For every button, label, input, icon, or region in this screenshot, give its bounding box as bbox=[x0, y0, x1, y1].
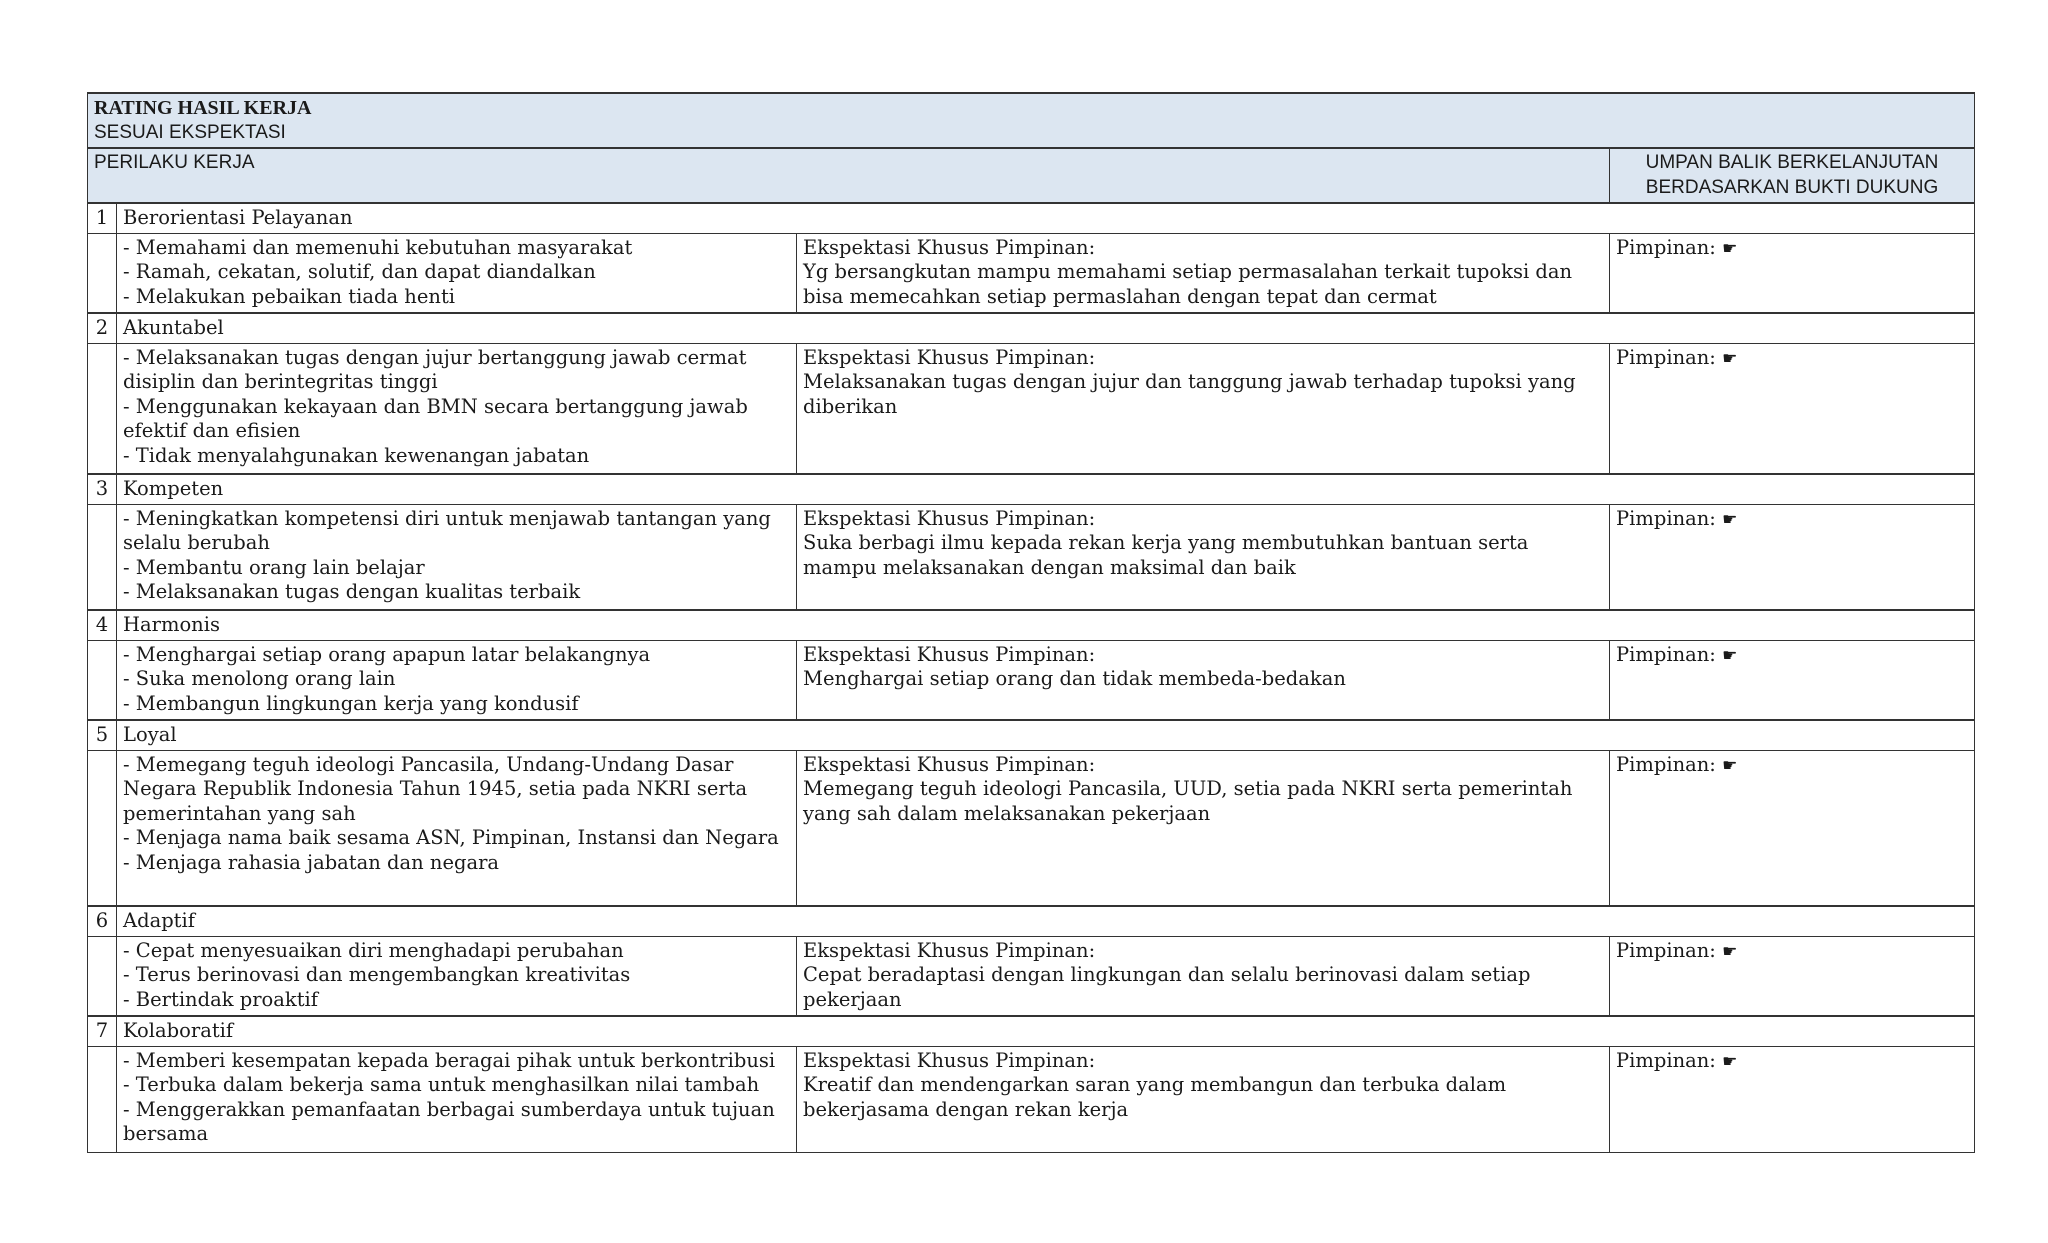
expectation-cell bbox=[797, 936, 1610, 1016]
behavior-detail-row bbox=[88, 750, 1975, 906]
feedback-cell bbox=[1610, 936, 1975, 1016]
behavior-title-cell bbox=[117, 203, 1975, 233]
behavior-number-spacer bbox=[88, 640, 117, 720]
feedback-label: Pimpinan: bbox=[1616, 938, 1716, 962]
feedback-cell bbox=[1610, 750, 1975, 906]
behavior-number-text: 7 bbox=[95, 1019, 109, 1042]
behavior-list-item: - Ramah, cekatan, solutif, dan dapat diandalkan bbox=[123, 260, 596, 283]
pointing-hand-icon: ☛ bbox=[1722, 238, 1738, 259]
expectation-text: Cepat beradaptasi dengan lingkungan dan selalu berinovasi dalam setiap pekerjaan bbox=[803, 963, 1531, 1011]
behavior-number-spacer bbox=[88, 343, 117, 474]
column-header-row bbox=[88, 148, 1975, 203]
feedback-cell bbox=[1610, 343, 1975, 474]
behavior-title-row bbox=[88, 203, 1975, 233]
behavior-list-item: - Tidak menyalahgunakan kewenangan jabatan bbox=[123, 443, 590, 467]
behavior-title-row bbox=[88, 906, 1975, 936]
behavior-list-item: - Membantu orang lain belajar bbox=[123, 555, 425, 579]
behavior-list-item: - Cepat menyesuaikan diri menghadapi perubahan bbox=[123, 938, 624, 962]
feedback-cell bbox=[1610, 640, 1975, 720]
performance-rating-table bbox=[87, 92, 1975, 1153]
behavior-list-item: - Membangun lingkungan kerja yang kondusif bbox=[123, 691, 579, 715]
expectation-text: Yg bersangkutan mampu memahami setiap permasalahan terkait tupoksi dan bisa memecahkan setiap permaslahan dengan tepat dan cermat bbox=[803, 260, 1573, 308]
feedback-cell bbox=[1610, 233, 1975, 313]
behavior-title-row bbox=[88, 313, 1975, 343]
behavior-number-spacer bbox=[88, 233, 117, 313]
expectation-cell bbox=[797, 640, 1610, 720]
behavior-number-text: 3 bbox=[95, 477, 109, 500]
expectation-label: Ekspektasi Khusus Pimpinan: bbox=[803, 752, 1096, 776]
behavior-list-item: - Melaksanakan tugas dengan jujur bertanggung jawab cermat disiplin dan berintegritas tinggi bbox=[123, 345, 747, 393]
behavior-list-item: - Memegang teguh ideologi Pancasila, Undang-Undang Dasar Negara Republik Indonesia Tahun 1945, setia pada NKRI serta pemerintahan yang sah bbox=[123, 752, 748, 825]
behavior-number-spacer bbox=[88, 750, 117, 906]
behavior-title-row bbox=[88, 1016, 1975, 1046]
expectation-label: Ekspektasi Khusus Pimpinan: bbox=[803, 506, 1096, 530]
umpan-balik-label-line2: BERDASARKAN BUKTI DUKUNG bbox=[1645, 176, 1939, 198]
behavior-title-cell bbox=[117, 610, 1975, 640]
behavior-title-row bbox=[88, 720, 1975, 750]
behavior-title: Kompeten bbox=[123, 477, 224, 500]
behavior-number-spacer bbox=[88, 1046, 117, 1152]
rating-title: RATING HASIL KERJA bbox=[94, 97, 312, 119]
expectation-label: Ekspektasi Khusus Pimpinan: bbox=[803, 235, 1096, 259]
behavior-title: Adaptif bbox=[123, 909, 195, 932]
rating-header-cell bbox=[88, 93, 1975, 148]
perilaku-kerja-header bbox=[88, 148, 1610, 203]
behavior-number bbox=[88, 474, 117, 504]
feedback-label: Pimpinan: bbox=[1616, 506, 1716, 530]
behavior-title: Akuntabel bbox=[123, 316, 224, 339]
behavior-list-item: - Menjaga nama baik sesama ASN, Pimpinan, Instansi dan Negara bbox=[123, 826, 779, 849]
pointing-hand-icon: ☛ bbox=[1722, 348, 1738, 369]
behavior-list-item: - Melakukan pebaikan tiada henti bbox=[123, 284, 456, 308]
behavior-list bbox=[117, 750, 797, 906]
behavior-number-text: 5 bbox=[95, 723, 109, 746]
behavior-list bbox=[117, 1046, 797, 1152]
behavior-detail-row bbox=[88, 343, 1975, 474]
behavior-list-item: - Menghargai setiap orang apapun latar belakangnya bbox=[123, 642, 651, 666]
feedback-label: Pimpinan: bbox=[1616, 345, 1716, 369]
pointing-hand-icon: ☛ bbox=[1722, 941, 1738, 962]
behavior-title-row bbox=[88, 610, 1975, 640]
behavior-list bbox=[117, 343, 797, 474]
behavior-title: Harmonis bbox=[123, 613, 220, 636]
behavior-list bbox=[117, 504, 797, 610]
behavior-list bbox=[117, 640, 797, 720]
behavior-number-spacer bbox=[88, 504, 117, 610]
behavior-list-item: - Suka menolong orang lain bbox=[123, 667, 396, 690]
behavior-title: Loyal bbox=[123, 723, 177, 746]
behavior-list-item: - Menjaga rahasia jabatan dan negara bbox=[123, 850, 500, 874]
behavior-number bbox=[88, 720, 117, 750]
behavior-list-item: - Memberi kesempatan kepada beragai pihak untuk berkontribusi bbox=[123, 1048, 776, 1072]
behavior-list-item: - Menggerakkan pemanfaatan berbagai sumberdaya untuk tujuan bersama bbox=[123, 1097, 775, 1145]
expectation-text: Menghargai setiap orang dan tidak membeda-bedakan bbox=[803, 667, 1346, 690]
expectation-cell bbox=[797, 343, 1610, 474]
behavior-list-item: - Terus berinovasi dan mengembangkan kreativitas bbox=[123, 963, 631, 986]
behavior-number bbox=[88, 313, 117, 343]
umpan-balik-header bbox=[1610, 148, 1975, 203]
behavior-number bbox=[88, 906, 117, 936]
behavior-title-row bbox=[88, 474, 1975, 504]
expectation-text: Suka berbagi ilmu kepada rekan kerja yang membutuhkan bantuan serta mampu melaksanakan dengan maksimal dan baik bbox=[803, 531, 1529, 579]
behavior-detail-row bbox=[88, 936, 1975, 1016]
expectation-label: Ekspektasi Khusus Pimpinan: bbox=[803, 938, 1096, 962]
behavior-list-item: - Meningkatkan kompetensi diri untuk menjawab tantangan yang selalu berubah bbox=[123, 506, 771, 554]
feedback-label: Pimpinan: bbox=[1616, 642, 1716, 666]
expectation-cell bbox=[797, 1046, 1610, 1152]
behavior-title-cell bbox=[117, 474, 1975, 504]
behavior-detail-row bbox=[88, 640, 1975, 720]
feedback-cell bbox=[1610, 1046, 1975, 1152]
behavior-list-item: - Melaksanakan tugas dengan kualitas terbaik bbox=[123, 580, 581, 603]
feedback-label: Pimpinan: bbox=[1616, 752, 1716, 776]
behavior-title: Berorientasi Pelayanan bbox=[123, 206, 353, 229]
expectation-cell bbox=[797, 504, 1610, 610]
pointing-hand-icon: ☛ bbox=[1722, 755, 1738, 776]
behavior-list-item: - Terbuka dalam bekerja sama untuk menghasilkan nilai tambah bbox=[123, 1073, 760, 1096]
behavior-list-item: - Menggunakan kekayaan dan BMN secara bertanggung jawab efektif dan efisien bbox=[123, 394, 748, 442]
behavior-list bbox=[117, 233, 797, 313]
behavior-number-text: 6 bbox=[95, 909, 109, 932]
behavior-number bbox=[88, 610, 117, 640]
expectation-label: Ekspektasi Khusus Pimpinan: bbox=[803, 345, 1096, 369]
expectation-text: Melaksanakan tugas dengan jujur dan tanggung jawab terhadap tupoksi yang diberikan bbox=[803, 370, 1576, 418]
behavior-number-text: 4 bbox=[95, 613, 109, 636]
behavior-number-text: 2 bbox=[95, 316, 109, 339]
behavior-title-cell bbox=[117, 313, 1975, 343]
umpan-balik-label-line1: UMPAN BALIK BERKELANJUTAN bbox=[1645, 152, 1939, 173]
behavior-number bbox=[88, 203, 117, 233]
feedback-label: Pimpinan: bbox=[1616, 1048, 1716, 1072]
behavior-title-cell bbox=[117, 1016, 1975, 1046]
pointing-hand-icon: ☛ bbox=[1722, 645, 1738, 666]
pointing-hand-icon: ☛ bbox=[1722, 1051, 1738, 1072]
behavior-list bbox=[117, 936, 797, 1016]
behavior-detail-row bbox=[88, 233, 1975, 313]
rating-header-row bbox=[88, 93, 1975, 148]
expectation-label: Ekspektasi Khusus Pimpinan: bbox=[803, 1048, 1096, 1072]
behavior-detail-row bbox=[88, 504, 1975, 610]
behavior-number-text: 1 bbox=[95, 206, 109, 229]
expectation-text: Memegang teguh ideologi Pancasila, UUD, setia pada NKRI serta pemerintah yang sah dalam melaksanakan pekerjaan bbox=[803, 777, 1573, 825]
rating-value: SESUAI EKSPEKTASI bbox=[94, 121, 286, 143]
behavior-title-cell bbox=[117, 720, 1975, 750]
behavior-list-item: - Bertindak proaktif bbox=[123, 987, 319, 1011]
feedback-cell bbox=[1610, 504, 1975, 610]
feedback-label: Pimpinan: bbox=[1616, 235, 1716, 259]
behavior-number bbox=[88, 1016, 117, 1046]
behavior-number-spacer bbox=[88, 936, 117, 1016]
expectation-label: Ekspektasi Khusus Pimpinan: bbox=[803, 642, 1096, 666]
expectation-text: Kreatif dan mendengarkan saran yang membangun dan terbuka dalam bekerjasama dengan rekan kerja bbox=[803, 1073, 1507, 1121]
behavior-title-cell bbox=[117, 906, 1975, 936]
pointing-hand-icon: ☛ bbox=[1722, 509, 1738, 530]
perilaku-kerja-label: PERILAKU KERJA bbox=[94, 152, 255, 173]
expectation-cell bbox=[797, 750, 1610, 906]
behavior-list-item: - Memahami dan memenuhi kebutuhan masyarakat bbox=[123, 235, 633, 259]
behavior-detail-row bbox=[88, 1046, 1975, 1152]
behavior-title: Kolaboratif bbox=[123, 1019, 234, 1042]
expectation-cell bbox=[797, 233, 1610, 313]
